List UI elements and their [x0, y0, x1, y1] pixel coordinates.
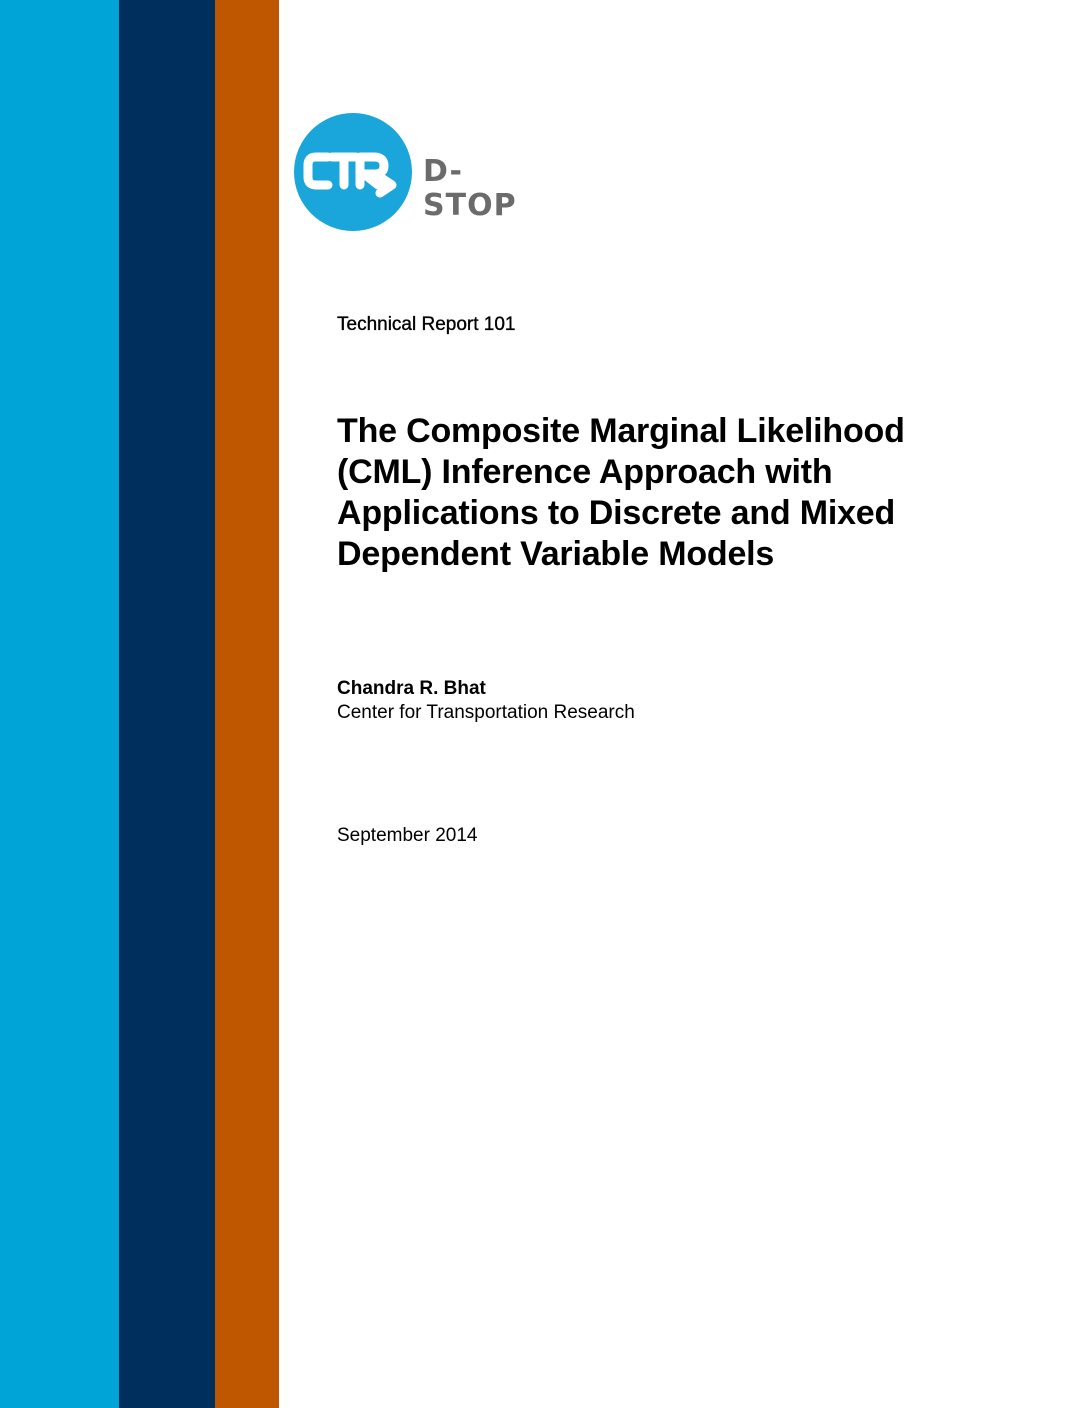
title-line: Applications to Discrete and Mixed — [337, 494, 896, 532]
left-stripe-light-blue — [0, 0, 119, 1408]
report-title — [337, 411, 957, 575]
title-line: (CML) Inference Approach with — [337, 453, 833, 491]
left-stripe-navy — [119, 0, 215, 1408]
title-line: The Composite Marginal Likelihood — [337, 412, 905, 450]
author-name: Chandra R. Bhat — [337, 678, 486, 699]
title-line: Dependent Variable Models — [337, 535, 775, 573]
ctr-dstop-logo — [294, 113, 554, 233]
author-affiliation: Center for Transportation Research — [337, 702, 635, 723]
left-stripe-orange — [215, 0, 279, 1408]
ctr-arrow-logo-icon — [294, 113, 412, 231]
report-number: Technical Report 101 — [337, 314, 516, 335]
program-name-label: D-STOP — [423, 154, 517, 223]
publication-date: September 2014 — [337, 825, 478, 846]
